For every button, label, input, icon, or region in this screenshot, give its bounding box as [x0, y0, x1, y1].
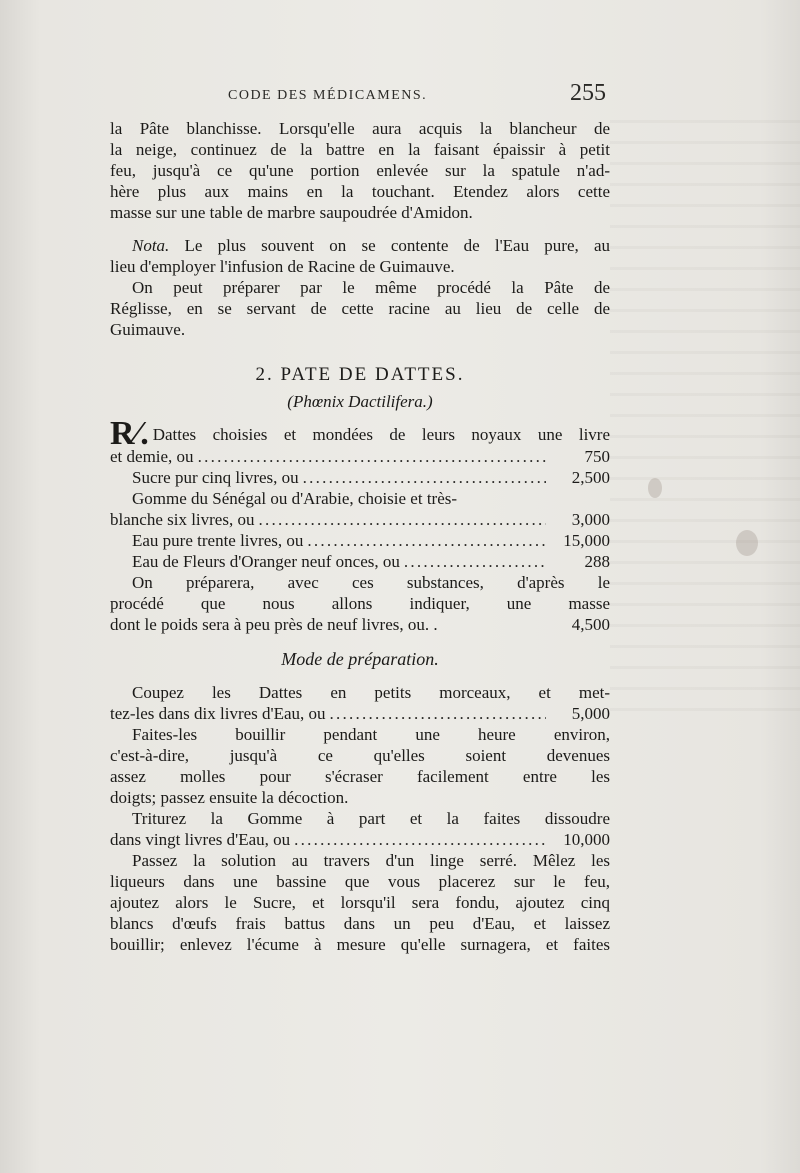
ingredient-line: [110, 467, 610, 488]
text-line: Triturez la Gomme à part et la faites dissoudre: [132, 809, 610, 828]
ingredient-text: blanche six livres, ou: [110, 510, 255, 529]
preparation-title: Mode de préparation.: [281, 649, 439, 669]
ingredient-line: [110, 446, 610, 467]
text-line: la Pâte blanchisse. Lorsqu'elle aura acquis la blancheur de: [110, 119, 610, 138]
measure-value: 5,000: [571, 704, 610, 723]
text-line: bouillir; enlevez l'écume à mesure qu'elle surnagera, et faites: [110, 935, 610, 954]
ingredient-value: 750: [584, 447, 610, 466]
ingredient-text: Sucre pur cinq livres, ou: [132, 468, 299, 487]
ingredient-value: 15,000: [563, 531, 610, 550]
page-body: [110, 118, 610, 955]
text-line: liqueurs dans une bassine que vous placerez sur le feu,: [110, 872, 610, 891]
text-line: ajoutez alors le Sucre, et lorsqu'il sera fondu, ajoutez cinq: [110, 893, 610, 912]
ingredient-text: Gomme du Sénégal ou d'Arabie, choisie et très-: [132, 489, 458, 508]
yield-line: dont le poids sera à peu près de neuf livres, ou. . 4,500: [110, 615, 610, 634]
ingredient-text: Eau pure trente livres, ou: [132, 531, 304, 550]
text-line: blancs d'œufs frais battus dans un peu d'Eau, et laissez: [110, 914, 610, 933]
nota-label: Nota.: [132, 236, 170, 255]
ingredient-line: [110, 488, 610, 509]
ingredient-line: [110, 551, 610, 572]
text-line: lieu d'employer l'infusion de Racine de Guimauve.: [110, 257, 455, 276]
ingredient-line: [110, 509, 610, 530]
text-line: Faites-les bouillir pendant une heure environ,: [132, 725, 610, 744]
nota-line: Nota. Le plus souvent on se contente de l'Eau pure, au: [132, 236, 610, 255]
measure-line: dans vingt livres d'Eau, ou . . . 10,000: [110, 829, 610, 850]
ingredient-list: [110, 446, 610, 572]
text-line: Guimauve.: [110, 320, 186, 339]
running-title: CODE DES MÉDICAMENS.: [228, 88, 428, 103]
section-heading: 2. PATE DE DATTES.: [255, 364, 465, 385]
text-line: hère plus aux mains en la touchant. Etendez alors cette: [110, 182, 610, 201]
text-line: doigts; passez ensuite la décoction.: [110, 788, 349, 807]
paper-stain: [648, 478, 662, 498]
text-line: c'est-à-dire, jusqu'à ce qu'elles soient devenues: [110, 746, 610, 765]
text-line: feu, jusqu'à ce qu'une portion enlevée sur la spatule n'ad-: [110, 161, 610, 180]
text-line: masse sur une table de marbre saupoudrée d'Amidon.: [110, 203, 473, 222]
text-line: Réglisse, en se servant de cette racine au lieu de celle de: [110, 299, 610, 318]
text-line: assez molles pour s'écraser facilement entre les: [110, 767, 610, 786]
text-line: On préparera, avec ces substances, d'après le: [132, 573, 610, 592]
ingredient-value: 2,500: [571, 468, 610, 487]
show-through-text: [610, 120, 800, 720]
ingredient-line: R⁄. Dattes choisies et mondées de leurs noyaux une livre: [110, 415, 610, 452]
recipe-symbol: R⁄.: [110, 415, 149, 452]
paper-stain: [736, 530, 758, 556]
text-line: On peut préparer par le même procédé la Pâte de: [132, 278, 610, 297]
ingredient-value: 288: [584, 552, 610, 571]
text-line: Passez la solution au travers d'un linge serré. Mêlez les: [132, 851, 610, 870]
ingredient-text: Eau de Fleurs d'Oranger neuf onces, ou: [132, 552, 400, 571]
ingredient-value: 3,000: [571, 510, 610, 529]
text-line: la neige, continuez de la battre en la faisant épaissir à petit: [110, 140, 610, 159]
ingredient-line: [110, 530, 610, 551]
page-number: 255: [570, 80, 606, 106]
ingredient-text: et demie, ou: [110, 447, 194, 466]
measure-value: 10,000: [563, 830, 610, 849]
yield-value: 4,500: [571, 615, 610, 634]
text-line: procédé que nous allons indiquer, une masse: [110, 594, 610, 613]
text-line: Coupez les Dattes en petits morceaux, et met-: [132, 683, 610, 702]
section-subtitle: (Phœnix Dactilifera.): [287, 392, 433, 411]
measure-line: tez-les dans dix livres d'Eau, ou . . . 5,000: [110, 703, 610, 724]
